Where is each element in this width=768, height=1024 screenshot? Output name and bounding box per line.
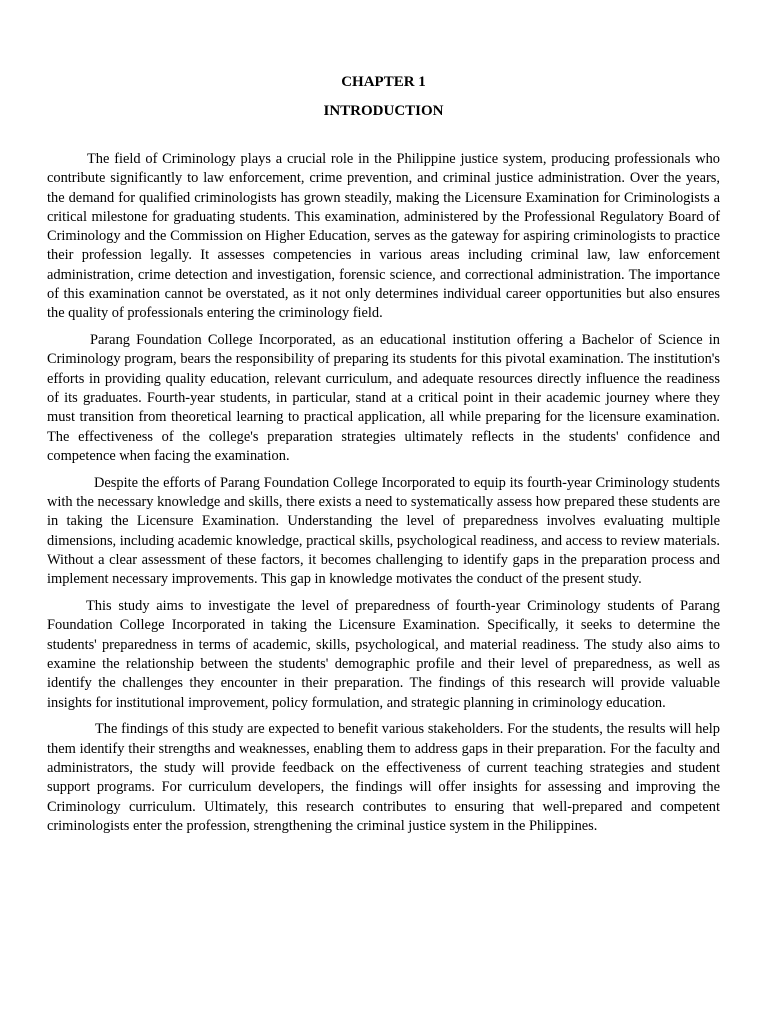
section-title: INTRODUCTION [323, 103, 444, 119]
paragraph: Parang Foundation College Incorporated, as an educational institution offering a Bachelor of Science in Criminology program, bears the responsibility of preparing its students for this pivotal examination. The institution's efforts in providing quality education, relevant curriculum, and adequate resources directly influence the readiness of its graduates. Fourth-year students, in particular, stand at a critical point in their academic journey where they must transition from theoretical learning to practical application, all while preparing for the licensure examination. The effectiveness of the college's preparation strategies ultimately reflects in the students' confidence and competence when facing the examination. [47, 332, 720, 464]
document-page [47, 72, 720, 844]
chapter-heading: CHAPTER 1 [341, 74, 426, 90]
paragraph: The field of Criminology plays a crucial role in the Philippine justice system, producing professionals who contribute significantly to law enforcement, crime prevention, and criminal justice administration. Over the years, the demand for qualified criminologists has grown steadily, making the Licensure Examination for Criminologists a critical milestone for graduating students. This examination, administered by the Professional Regulatory Board of Criminology and the Commission on Higher Education, serves as the gateway for aspiring criminologists to practice their profession legally. It assesses competencies in various areas including criminal law, law enforcement administration, crime detection and investigation, forensic science, and correctional administration. The importance of this examination cannot be overstated, as it not only determines individual career opportunities but also ensures the quality of professionals entering the criminology field. [47, 151, 720, 322]
paragraph: This study aims to investigate the level of preparedness of fourth-year Criminology students of Parang Foundation College Incorporated in taking the Licensure Examination. Specifically, it seeks to determine the students' preparedness in terms of academic, skills, psychological, and material readiness. The study also aims to examine the relationship between the students' demographic profile and their level of preparedness, as well as identify the challenges they encounter in their preparation. The findings of this research will provide valuable insights for institutional improvement, policy formulation, and strategic planning in criminology education. [47, 598, 720, 711]
paragraph: Despite the efforts of Parang Foundation College Incorporated to equip its fourth-year Criminology students with the necessary knowledge and skills, there exists a need to systematically assess how prepared these students are in taking the Licensure Examination. Understanding the level of preparedness involves evaluating multiple dimensions, including academic knowledge, practical skills, psychological readiness, and access to review materials. Without a clear assessment of these factors, it becomes challenging to identify gaps in the preparation process and implement necessary improvements. This gap in knowledge motivates the conduct of the present study. [47, 474, 720, 588]
paragraph: The findings of this study are expected to benefit various stakeholders. For the students, the results will help them identify their strengths and weaknesses, enabling them to address gaps in their preparation. For the faculty and administrators, the study will provide feedback on the effectiveness of current teaching strategies and student support programs. For curriculum developers, the findings will offer insights for assessing and improving the Criminology curriculum. Ultimately, this research contributes to ensuring that well-prepared and competent criminologists enter the profession, strengthening the criminal justice system in the Philippines. [47, 721, 720, 834]
document-body [47, 150, 720, 836]
